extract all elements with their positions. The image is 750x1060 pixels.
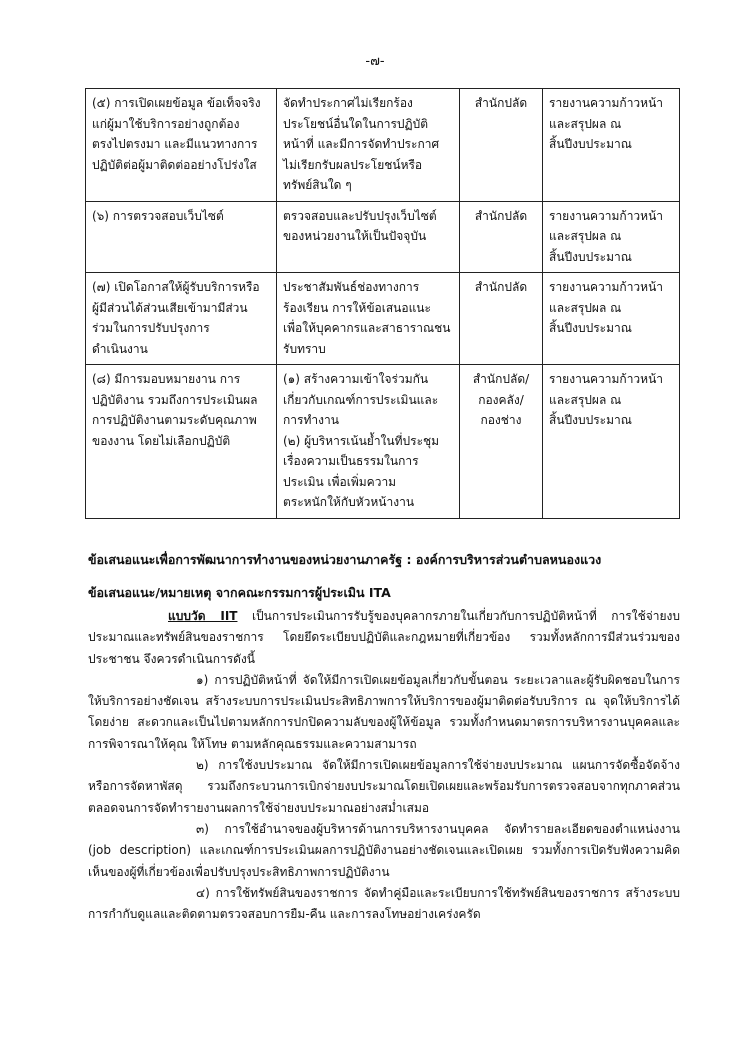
action-line: หน้าที่ และมีการจัดทำประกาศ xyxy=(283,137,440,151)
topic-line: การปฏิบัติงานตามระดับคุณภาพ xyxy=(92,413,257,427)
action-line: (๑) สร้างความเข้าใจร่วมกัน xyxy=(283,372,429,386)
recommendation-body xyxy=(88,606,680,925)
action-line: จัดทำประกาศไม่เรียกร้อง xyxy=(283,96,413,110)
topic-line: (๘) มีการมอบหมายงาน การ xyxy=(92,372,241,386)
action-line: เพื่อให้บุคคากรและสาธาราณชน xyxy=(283,321,451,335)
owner-line: กองช่าง xyxy=(480,413,522,427)
plan-table-body xyxy=(86,89,680,519)
report-cell xyxy=(543,273,680,365)
action-cell xyxy=(277,201,460,273)
owner-line: สำนักปลัด/ xyxy=(472,372,530,386)
report-line: รายงานความก้าวหน้า xyxy=(549,208,664,223)
topic-line: (๗) เปิดโอกาสให้ผู้รับบริการหรือ xyxy=(92,280,260,294)
topic-line: (๕) การเปิดเผยข้อมูล ข้อเท็จจริง xyxy=(92,96,261,110)
table-row xyxy=(86,365,680,519)
action-line: ไม่เรียกรับผลประโยชน์หรือ xyxy=(283,157,423,172)
topic-line: ผู้มีส่วนได้ส่วนเสียเข้ามามีส่วน xyxy=(92,300,248,315)
report-line: รายงานความก้าวหน้า xyxy=(549,280,664,294)
action-line: การทำงาน xyxy=(283,413,339,427)
topic-line: (๖) การตรวจสอบเว็บไซต์ xyxy=(92,208,224,223)
owner-line: สำนักปลัด xyxy=(474,208,528,223)
report-line: สิ้นปีงบประมาณ xyxy=(549,413,632,427)
report-line: และสรุปผล ณ xyxy=(549,300,622,315)
owner-cell xyxy=(460,365,543,519)
report-cell xyxy=(543,89,680,202)
report-line: สิ้นปีงบประมาณ xyxy=(549,321,632,335)
topic-cell xyxy=(86,365,277,519)
action-line: ร้องเรียน การให้ข้อเสนอแนะ xyxy=(283,300,431,315)
topic-cell xyxy=(86,273,277,365)
action-cell xyxy=(277,89,460,202)
report-line: และสรุปผล ณ xyxy=(549,229,622,243)
topic-line: ร่วมในการปรับปรุงการ xyxy=(92,321,210,335)
iit-description: เป็นการประเมินการรับรู้ของบุคลากรภายในเกี่ยวกับการปฏิบัติหน้าที่ การใช้จ่ายงบประมาณและทรัพย์สินของราชการ โดยยึดระเบียบปฏิบัติและกฎหมายที่เกี่ยวข้อง รวมทั้งหลักการมีส่วนร่วมของประชาชน จึงควรดำเนินการดังนี้ xyxy=(88,609,680,666)
item-budget: ๒) การใช้งบประมาณ จัดให้มีการเปิดเผยข้อมูลการใช้จ่ายงบประมาณ แผนการจัดซื้อจัดจ้างหรือการจัดหาพัสดุ รวมถึงกระบวนการเบิกจ่ายงบประมาณโดยเปิดเผยและพร้อมรับการตรวจสอบจากทุกภาคส่วน ตลอดจนการจัดทำรายงานผลการใช้จ่ายงบประมาณอย่างสม่ำเสมอ xyxy=(88,758,680,815)
action-line: (๒) ผู้บริหารเน้นย้ำในที่ประชุม xyxy=(283,433,440,448)
topic-line: ของงาน โดยไม่เลือกปฏิบัติ xyxy=(92,433,231,448)
action-line: เรื่องความเป็นธรรมในการ xyxy=(283,454,419,468)
owner-cell xyxy=(460,273,543,365)
owner-cell xyxy=(460,201,543,273)
plan-table xyxy=(85,88,680,519)
recommendation-heading: ข้อเสนอแนะเพื่อการพัฒนาการทำงานของหน่วยงานภาครัฐ : องค์การบริหารส่วนตำบลหนองแวง xyxy=(88,552,602,567)
report-line: รายงานความก้าวหน้า xyxy=(549,96,664,110)
page-number: -๗- xyxy=(365,54,385,69)
owner-line: กองคลัง/ xyxy=(478,392,524,407)
report-line: และสรุปผล ณ xyxy=(549,392,622,407)
owner-cell xyxy=(460,89,543,202)
owner-line: สำนักปลัด xyxy=(474,280,528,294)
table-row xyxy=(86,201,680,273)
action-line: ประเมิน เพื่อเพิ่มความ xyxy=(283,474,397,489)
table-row xyxy=(86,89,680,202)
action-line: เกี่ยวกับเกณฑ์การประเมินและ xyxy=(283,392,439,407)
topic-line: ดำเนินงาน xyxy=(92,341,148,356)
item-personnel: ๓) การใช้อำนาจของผู้บริหารด้านการบริหารงานบุคคล จัดทำรายละเอียดของตำแหน่งงาน (job description) และเกณฑ์การประเมินผลการปฏิบัติงานอย่างชัดเจนและเปิดเผย รวมทั้งการเปิดรับฟังความคิดเห็นของผู้ที่เกี่ยวข้องเพื่อปรับปรุงประสิทธิภาพการปฏิบัติงาน xyxy=(88,821,680,879)
committee-note-heading: ข้อเสนอแนะ/หมายเหตุ จากคณะกรรมการผู้ประเมิน ITA xyxy=(88,585,391,600)
item-duty: ๑) การปฏิบัติหน้าที่ จัดให้มีการเปิดเผยข้อมูลเกี่ยวกับขั้นตอน ระยะเวลาและผู้รับผิดชอบในการให้บริการอย่างชัดเจน สร้างระบบการประเมินประสิทธิภาพการให้บริการของผู้มาติดต่อรับบริการ ณ จุดให้บริการได้โดยง่าย สะดวกและเป็นไปตามหลักการปกปิดความลับของผู้ให้ข้อมูล รวมทั้งกำหนดมาตรการบริหารงานบุคคลและการพิจารณาให้คุณ ให้โทษ ตามหลักคุณธรรมและความสามารถ xyxy=(88,672,680,751)
action-line: ตระหนักให้กับหัวหน้างาน xyxy=(283,495,415,509)
action-line: รับทราบ xyxy=(283,341,326,356)
action-line: ประชาสัมพันธ์ช่องทางการ xyxy=(283,280,420,294)
action-line: ประโยชน์อื่นใดในการปฏิบัติ xyxy=(283,116,428,131)
report-cell xyxy=(543,365,680,519)
item-assets: ๔) การใช้ทรัพย์สินของราชการ จัดทำคู่มือและระเบียบการใช้ทรัพย์สินของราชการ สร้างระบบการกำกับดูแลและติดตามตรวจสอบการยืม-คืน และการลงโทษอย่างเคร่งครัด xyxy=(88,885,680,922)
report-line: และสรุปผล ณ xyxy=(549,116,622,131)
topic-line: ปฏิบัติต่อผู้มาติดต่ออย่างโปร่งใส xyxy=(92,157,257,172)
owner-line: สำนักปลัด xyxy=(474,96,528,110)
report-line: สิ้นปีงบประมาณ xyxy=(549,137,632,151)
report-cell xyxy=(543,201,680,273)
topic-cell xyxy=(86,89,277,202)
action-line: ของหน่วยงานให้เป็นปัจจุบัน xyxy=(283,229,427,243)
topic-line: แก่ผู้มาใช้บริการอย่างถูกต้อง xyxy=(92,116,240,131)
table-row xyxy=(86,273,680,365)
iit-paragraph xyxy=(88,606,680,670)
report-line: รายงานความก้าวหน้า xyxy=(549,372,664,386)
action-cell xyxy=(277,365,460,519)
report-line: สิ้นปีงบประมาณ xyxy=(549,249,632,264)
topic-line: ตรงไปตรงมา และมีแนวทางการ xyxy=(92,137,258,151)
topic-line: ปฏิบัติงาน รวมถึงการประเมินผล xyxy=(92,392,258,407)
topic-cell xyxy=(86,201,277,273)
action-line: ตรวจสอบและปรับปรุงเว็บไซต์ xyxy=(283,208,437,223)
action-cell xyxy=(277,273,460,365)
iit-label: แบบวัด IIT xyxy=(168,609,238,623)
action-line: ทรัพย์สินใด ๆ xyxy=(283,178,352,192)
